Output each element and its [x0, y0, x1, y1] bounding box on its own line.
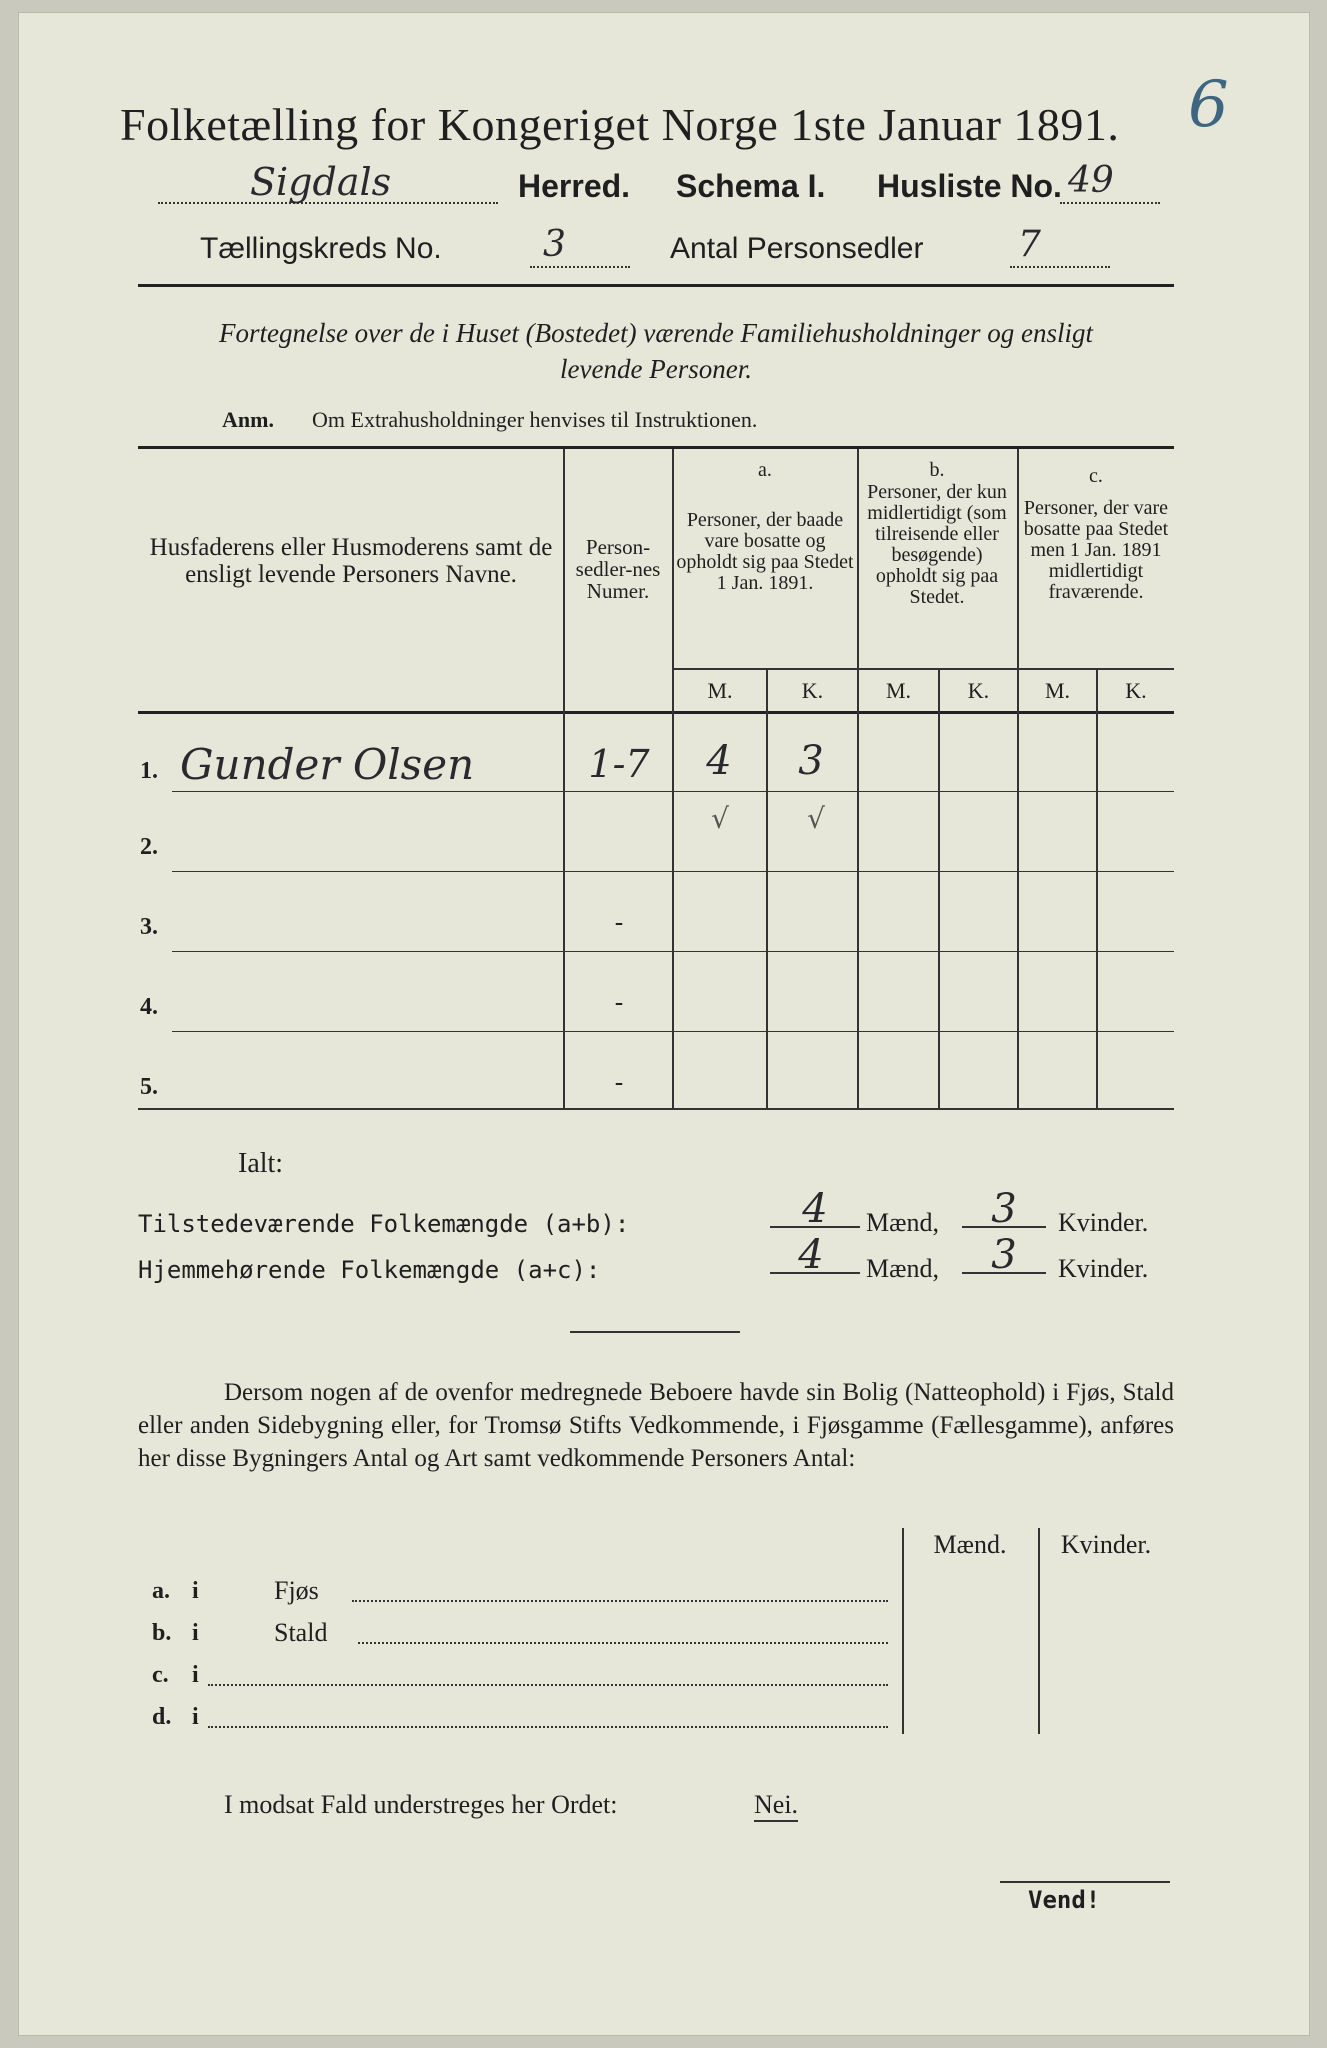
col-a-letter: a.: [758, 459, 772, 481]
col-c-text: Personer, der vare bosatte paa Stedet men 1 Jan. 1891 midlertidigt fraværende.: [1023, 497, 1169, 603]
col-c-k: K.: [1125, 678, 1147, 703]
husliste-value: 49: [1068, 160, 1114, 201]
ialt-label: Ialt:: [238, 1148, 284, 1179]
form-title: Folketælling for Kongeriget Norge 1ste Januar 1891.: [120, 99, 1120, 150]
modsat-text: I modsat Fald understreges her Ordet:: [224, 1790, 618, 1819]
col-c-m: M.: [1044, 678, 1071, 703]
col-b-k: K.: [967, 678, 990, 703]
a-m-checkmark: √: [711, 802, 729, 835]
tilstede-label: Tilstedeværende Folkemængde (a+b):: [138, 1210, 630, 1238]
nei-word: Nei.: [754, 1790, 798, 1822]
mk-subheader-rule: [672, 668, 1174, 670]
outbuilding-prep: i: [192, 1662, 199, 1688]
outbuilding-dots: [358, 1642, 888, 1644]
row-number: 5.: [140, 1074, 158, 1100]
outbuilding-prep: i: [192, 1620, 199, 1646]
col-a-text: Personer, der baade vare bosatte og opholdt sig paa Stedet 1 Jan. 1891.: [676, 509, 854, 594]
row-line-3: [172, 951, 1174, 952]
outbuildings-divider-2: [1038, 1528, 1040, 1734]
outbuilding-prep: i: [192, 1578, 199, 1604]
table-divider-b-mk: [938, 668, 940, 1109]
tilstede-kvinder-value: 3: [991, 1186, 1017, 1232]
herred-value: Sigdals: [250, 160, 392, 204]
household-name: Gunder Olsen: [180, 740, 475, 789]
vend-rule: [1000, 1881, 1170, 1883]
row-number: 4.: [140, 994, 158, 1020]
husliste-label: Husliste No.: [877, 168, 1062, 204]
table-divider-a: [857, 449, 859, 1109]
row-number: 2.: [140, 834, 158, 860]
antal-label: Antal Personsedler: [670, 232, 924, 265]
vend-label: Vend!: [1028, 1886, 1101, 1914]
tilstede-maend-word: Mænd,: [866, 1208, 939, 1237]
outbuildings-divider-1: [902, 1528, 904, 1734]
intro-line-1: Fortegnelse over de i Huset (Bostedet) værende Familiehusholdninger og ensligt: [218, 318, 1094, 348]
herred-label: Herred.: [518, 168, 631, 204]
col-a-m: M.: [707, 678, 733, 703]
kreds-label: Tællingskreds No.: [200, 232, 442, 265]
table-divider-b: [1017, 449, 1019, 1109]
header-rule: [138, 284, 1174, 287]
outbuilding-letter: d.: [152, 1704, 172, 1730]
husliste-dotted-line: [1060, 202, 1160, 204]
row-number: 3.: [140, 914, 158, 940]
outbuilding-letter: a.: [152, 1578, 170, 1604]
numer-dash: -: [614, 1068, 624, 1098]
row-line-4: [172, 1031, 1174, 1032]
census-form-sheet: [18, 12, 1310, 2036]
anm-text: Om Extrahusholdninger henvises til Instruktionen.: [312, 407, 758, 432]
col-b-m: M.: [885, 678, 912, 703]
outbuilding-dots: [352, 1600, 888, 1602]
table-divider-names: [563, 449, 565, 1109]
margin-handwritten-mark: 6: [1188, 68, 1229, 142]
col-header-names: Husfaderens eller Husmoderens samt de ensligt levende Personers Navne.: [149, 534, 553, 588]
outbuildings-col-maend: Mænd.: [933, 1530, 1007, 1559]
a-k-checkmark: √: [807, 802, 825, 835]
table-divider-c-mk: [1096, 668, 1098, 1109]
outbuilding-dots: [208, 1726, 888, 1728]
tilstede-kvinder-word: Kvinder.: [1058, 1208, 1149, 1237]
outbuilding-dots: [208, 1684, 888, 1686]
intro-line-2: levende Personer.: [560, 354, 752, 384]
outbuilding-letter: b.: [152, 1620, 172, 1646]
antal-dotted-line: [1010, 266, 1110, 268]
tilstede-maend-value: 4: [802, 1186, 828, 1232]
table-divider-a-mk: [766, 668, 768, 1109]
row-number: 1.: [140, 758, 158, 784]
numer-dash: -: [614, 908, 624, 938]
a-k-value: 3: [798, 738, 824, 784]
hjemme-kvinder-word: Kvinder.: [1058, 1254, 1149, 1283]
numer-value: 1-7: [588, 742, 650, 786]
outbuilding-letter: c.: [152, 1662, 169, 1688]
row-line-2: [172, 871, 1174, 872]
hjemme-kvinder-value: 3: [991, 1232, 1017, 1278]
outbuildings-col-kvinder: Kvinder.: [1060, 1530, 1152, 1559]
antal-value: 7: [1018, 224, 1041, 265]
numer-dash: -: [614, 988, 624, 1018]
col-b-text: Personer, der kun midlertidigt (som tilreisende eller besøgende) opholdt sig paa Stedet.: [867, 481, 1007, 608]
hjemme-maend-word: Mænd,: [866, 1254, 939, 1283]
section-divider: [570, 1331, 740, 1333]
outbuilding-label: Stald: [274, 1618, 328, 1647]
col-header-numer: Person-sedler-nes Numer.: [575, 535, 661, 603]
a-m-value: 4: [706, 738, 732, 784]
kreds-dotted-line: [530, 266, 630, 268]
col-a-k: K.: [801, 678, 824, 703]
kreds-value: 3: [543, 224, 566, 265]
col-c-letter: c.: [1089, 465, 1103, 487]
outbuildings-paragraph: Dersom nogen af de ovenfor medregnede Beboere havde sin Bolig (Natteophold) i Fjøs, Stald eller anden Sidebygning eller, for Tromsø Stifts Vedkommende, i Fjøsgamme (Fællesgamme), anføres her disse Bygningers Antal og Art samt vedkommende Personers Antal:: [138, 1379, 1174, 1472]
hjemme-maend-value: 4: [798, 1232, 824, 1278]
schema-label: Schema I.: [676, 168, 826, 204]
col-b-letter: b.: [929, 459, 945, 481]
outbuilding-label: Fjøs: [274, 1576, 319, 1605]
outbuilding-prep: i: [192, 1704, 199, 1730]
row-line-1: [172, 791, 1174, 792]
table-divider-numer: [672, 449, 674, 1109]
anm-label: Anm.: [222, 407, 274, 432]
hjemme-label: Hjemmehørende Folkemængde (a+c):: [138, 1256, 601, 1284]
